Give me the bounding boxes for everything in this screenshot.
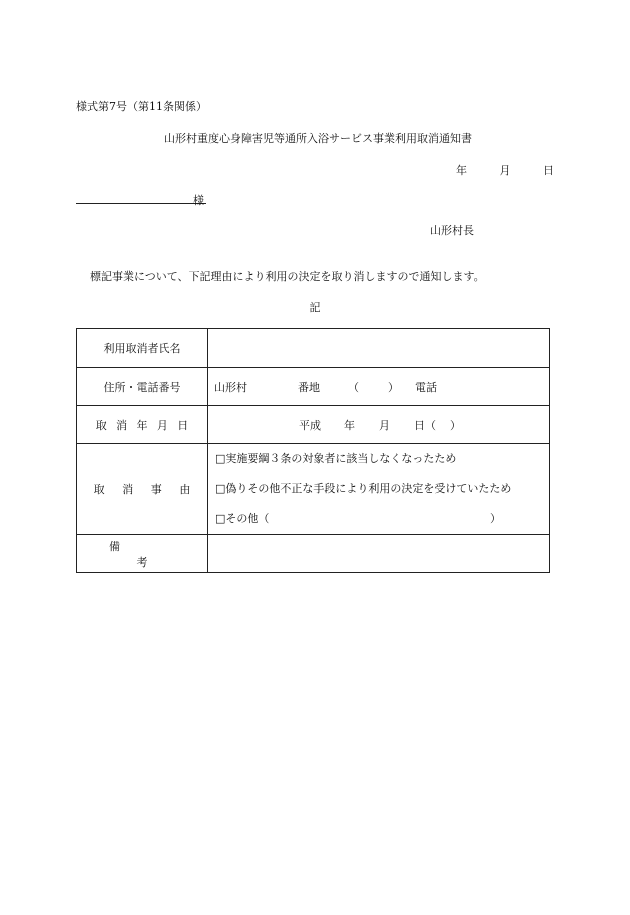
addressee-honorific: 様 [193,194,204,207]
issue-date-line [456,162,554,178]
address-label: 住所・電話番号 [103,380,181,394]
remarks-label: 備考 [109,539,203,569]
address-value-cell [208,368,550,406]
remarks-value-cell [208,535,550,573]
address-phone-label: 電話 [415,380,437,394]
sender-name: 山形村長 [430,224,474,237]
reason-label-cell [77,444,208,535]
reason-option-text: 偽りその他不正な手段により利用の決定を受けていたため [225,482,512,495]
address-paren-open: （ [348,380,359,394]
reason-option-text: その他（ [225,512,270,525]
date-year: 年 [344,418,355,432]
remarks-label-cell [77,535,208,573]
checkbox-icon[interactable]: □ [215,452,226,465]
reason-value-cell [208,444,550,535]
date-label-cell [77,406,208,444]
reason-label: 取消事由 [93,483,208,496]
document-title: 山形村重度心身障害児等通所入浴サービス事業利用取消通知書 [164,132,472,145]
table-row-remarks [77,535,550,573]
name-label-cell [77,329,208,368]
date-era: 平成 [299,418,321,432]
reason-option-text: 実施要綱３条の対象者に該当しなくなったため [225,452,457,465]
address-paren-close: ） [388,380,399,394]
detail-table [76,328,550,573]
reason-options [208,444,549,534]
date-year-label: 年 [456,164,467,177]
body-text: 標記事業について、下記理由により利用の決定を取り消しますので通知します。 [90,270,485,283]
table-row-address [77,368,550,406]
addressee-name-line [76,203,206,204]
name-label: 利用取消者氏名 [103,342,181,355]
name-value-cell [208,329,550,368]
address-village: 山形村 [214,380,247,394]
checkbox-icon[interactable]: □ [215,482,226,495]
date-day-close: ） [450,418,461,432]
address-banchi: 番地 [298,380,320,394]
date-label: 取消年月日 [95,418,198,432]
table-row-name [77,329,550,368]
reason-option-3 [215,504,549,534]
reason-option-2 [215,474,549,504]
ki-heading: 記 [309,301,321,314]
date-month: 月 [379,418,390,432]
form-number: 様式第7号（第11条関係） [76,100,207,113]
reason-other-close-paren: ） [490,512,501,525]
date-value-cell [208,406,550,444]
date-day-label: 日 [543,164,554,177]
date-day: 日（ [414,418,436,432]
checkbox-icon[interactable]: □ [215,512,226,525]
table-row-reason [77,444,550,535]
date-month-label: 月 [499,164,511,177]
address-label-cell [77,368,208,406]
table-row-date [77,406,550,444]
reason-option-1 [215,444,549,474]
